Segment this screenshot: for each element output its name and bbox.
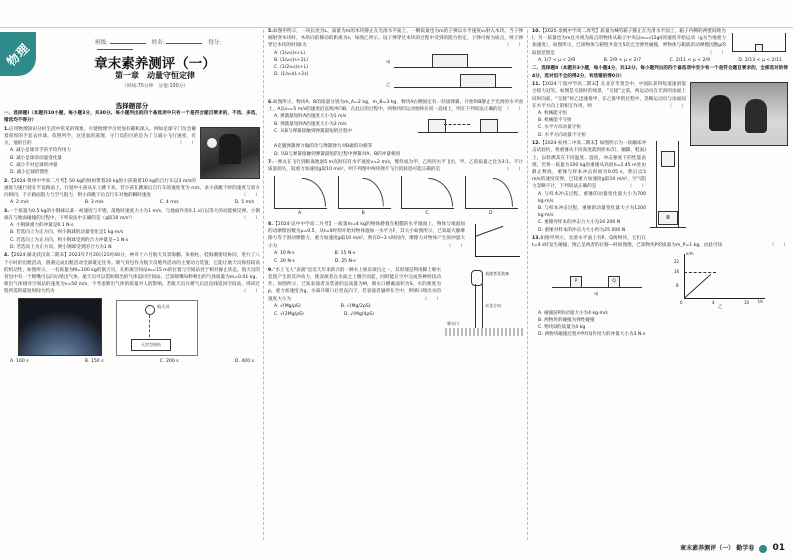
q11-option-a[interactable]: A. 机械能守恒 <box>538 111 567 117</box>
q11-option-c[interactable]: C. 水平方向动量守恒 <box>538 125 581 131</box>
q1-option-a[interactable]: A. 减小足球对手的平均作用力 <box>10 148 72 154</box>
q3-number: 3. <box>4 208 9 214</box>
column-1 <box>4 110 260 546</box>
q7-figure-c <box>399 174 455 220</box>
section2-intro: 二、选择题Ⅱ（本题共3小题，每小题4分，共12分。每小题列出的四个备选项中至少有一个是符合题目要求的，全部选对的得4分，选对但不全的得2分，有选错的得0分） <box>532 66 788 79</box>
q10-option-c[interactable]: C. 2/11 < μ < 2/9 <box>669 57 710 63</box>
q8-graph-axes <box>475 224 520 257</box>
q10-option-d[interactable]: D. 2/13 < μ < 2/11 <box>738 57 782 63</box>
page-number: 01 <box>772 543 785 553</box>
q6-body <box>268 113 523 143</box>
q9-label-mouth: 喷水口 <box>447 320 459 326</box>
earth-photo <box>18 298 102 356</box>
q8-bracket: （ ） <box>446 243 465 249</box>
question-13 <box>532 235 788 338</box>
q9-figure <box>445 268 523 338</box>
column-3 <box>532 28 788 546</box>
page-footer <box>680 543 785 553</box>
q9-water <box>445 328 523 336</box>
q3-option-b[interactable]: B. 若选向上为正方向，则小钢球的动量变化是1 kg·m/s <box>10 230 124 236</box>
q4-bracket: （ ） <box>241 289 260 295</box>
skater-1 <box>709 95 731 131</box>
q2-number: 2. <box>4 178 9 184</box>
q12-option-d[interactable]: D. 重锤对样本的冲击力大小约为25 000 N <box>538 227 626 233</box>
q6-option-b[interactable]: B. 弹簧最短时A的速度大小为2 m/s <box>274 121 347 127</box>
q10-option-b[interactable]: B. 2/9 < μ < 2/7 <box>603 57 642 63</box>
q6-option-a[interactable]: A. 弹簧最短时A的速度大小为1 m/s <box>274 114 347 120</box>
q1-option-c[interactable]: C. 减小手对足球的冲量 <box>10 162 58 168</box>
q1-number: 1. <box>4 126 9 132</box>
q13-line-q <box>684 272 716 273</box>
q3-bracket: （ ） <box>241 216 260 222</box>
q4-option-c[interactable]: C. 200 s <box>159 358 179 364</box>
column-divider-2 <box>527 30 528 540</box>
q10-figure <box>730 29 788 55</box>
q13-number: 13. <box>532 236 541 242</box>
q13-ylabel: x/m <box>686 250 694 256</box>
q9-option-b[interactable]: B. √(Mg/2ρS) <box>340 303 371 309</box>
time-note: （时间:75分钟 分值:100分） <box>121 84 189 89</box>
question-9 <box>268 267 523 326</box>
q7-figure-b <box>336 174 392 220</box>
q12-rail-left <box>656 141 657 227</box>
q12-weight <box>661 151 675 167</box>
q2-option-c[interactable]: C. 4 m/s <box>159 200 179 206</box>
subject-tab-label: 物理 <box>4 40 33 69</box>
q3-option-a[interactable]: A. 小钢球重力的冲量是0.1 N·s <box>10 223 74 229</box>
q13-xlabel: t/s <box>758 298 763 304</box>
q5-body <box>268 50 523 98</box>
q13-xtick-10: 10 <box>744 299 750 305</box>
class-field[interactable] <box>110 43 146 44</box>
distance-line <box>149 315 150 337</box>
column-divider-1 <box>263 30 264 540</box>
question-1 <box>4 126 260 176</box>
q1-option-d[interactable]: D. 减小足球的惯性 <box>10 170 49 176</box>
q2-text: 【2024·黄州中学高二月考】50 kg的妈妈带着20 kg的小孩骑着10 kg的自行车以3 m/s的速度匀速行驶在平直路面上。行驶中小孩从车上跳下来，若小孩在跳离后自行车的速度变为 m/s，求小孩跳下时的速度与原方向相同，不计路面阻力与空气阻力，则小孩跳下后自行车对地的瞬时速度 <box>4 178 260 199</box>
q7-fig-d-label[interactable]: D <box>488 210 493 216</box>
q8-options-row2 <box>274 258 465 265</box>
skater-2 <box>745 99 767 133</box>
q8-option-a[interactable]: A. 10 N·s <box>274 250 295 256</box>
q5-bullet-block-b <box>460 74 496 88</box>
q7-fig-b-label[interactable]: B <box>361 210 365 216</box>
class-label: 班级: <box>95 40 108 46</box>
q13-label-q: Q <box>612 278 616 284</box>
q3-text: 一个质量为0.5 kg的小钢球以某一初速度与平墙，落地时速度大小为1 m/s，与地面作用0.1 s后以等大的动能被反弹。小钢球在与地面碰撞的过程中，下列说法中正确的是（g取10 m/s²） <box>4 208 260 222</box>
q13-axes <box>684 254 765 299</box>
q11-number: 11. <box>532 82 541 88</box>
q5-label-yi: 乙 <box>386 82 391 88</box>
score-field[interactable] <box>97 49 133 50</box>
student-info-line <box>95 38 260 52</box>
q11-photo <box>690 82 788 146</box>
space-station-diagram <box>116 300 198 356</box>
q2-option-a[interactable]: A. 2 m/s <box>10 200 29 206</box>
station-box <box>131 339 171 351</box>
q6-option-d[interactable]: D. 从B与弹簧接触到弹簧最短的过程中弹簧对A、B的冲量相同 <box>274 151 401 157</box>
q9-text: “水上飞人”表演“是近几年来新兴的一种水上娱乐项目之一，其原理是利用脚上喷水装置产生的反冲动力，使表演者在水面之上腾空而起，同时能在空中完成各种特技动作。如图所示，已知表演者及装备的总质量为M，喷水口横截面积为S，水的密度为ρ，重力加速度为g，水离开喷口后竖直向下，若表演者悬停在空中，则喷口喷出水的速度大小为 <box>268 267 441 302</box>
footer-brand: 勤学卷 <box>736 545 755 552</box>
question-10 <box>532 28 788 64</box>
q9-label-pipe: 水龙方向 <box>485 302 501 308</box>
ball-shape <box>207 138 217 148</box>
question-2 <box>4 178 260 207</box>
q13-fig-yi <box>672 250 772 310</box>
q8-graph <box>469 222 523 262</box>
q4-number: 4. <box>4 253 9 259</box>
q8-option-c[interactable]: C. 20 N·s <box>274 259 295 265</box>
q7-bracket: （ ） <box>504 167 523 173</box>
q13-label-p: P <box>574 278 578 284</box>
goalkeeper-figure <box>219 134 241 164</box>
q5-text: 如图甲所示，一块长度为L、质量为m的木块静止在光滑水平面上，一颗质量也为m的子弹以水平速度v₀射入木块。当子弹刚射穿木块时，木块向前移动的距离为s，如图乙所示。设子弹穿过木块的过程中受到的阻力恒定，子弹可视为质点，则子弹穿过木块的时间t为 <box>268 29 523 49</box>
score-label: 得分: <box>208 40 222 46</box>
q12-option-a[interactable]: A. 与样本冲击过程，重锤的动量变化量大小为700 kg·m/s <box>538 191 646 204</box>
chapter-heading <box>50 70 260 81</box>
q1-photo <box>200 127 260 179</box>
q5-option-d[interactable]: D. (1/v₀)(L+2s) <box>274 72 309 78</box>
q5-option-a[interactable]: A. (1/v₀)(s+L) <box>274 50 305 56</box>
q13-ytick-22: 22 <box>674 258 680 264</box>
q9-options-row2 <box>274 311 441 318</box>
q7-fig-a-label[interactable]: A <box>298 210 302 216</box>
question-3 <box>4 208 260 251</box>
q12-floor <box>650 227 686 228</box>
question-4 <box>4 252 260 364</box>
q10-options <box>538 57 782 64</box>
q7-fig-c-label[interactable]: C <box>425 210 429 216</box>
q12-option-c[interactable]: C. 重锤对样本的冲击力大小为24 200 N <box>538 220 621 226</box>
q13-option-a[interactable]: A. 碰撞前P的动量大小为4 kg·m/s <box>538 310 608 316</box>
subject-tab <box>0 32 36 76</box>
q11-bracket: （ ） <box>667 103 686 109</box>
question-7 <box>268 159 523 219</box>
q1-bracket: （ ） <box>177 141 196 147</box>
q7-text: 一弹丸在飞行到距离地面5 m高时仅有水平速度v=2 m/s，爆炸成为甲、乙两块水平飞出，甲、乙的质量之比为3:1。不计质量损失，取重力加速度g取10 m/s²，则下列图中两块弹片飞行的轨迹可能正确的是 <box>268 160 523 173</box>
q9-options-row1 <box>274 303 441 310</box>
q1-option-b[interactable]: B. 减小足球的动量变化量 <box>10 155 63 161</box>
q5-label-jia: 甲 <box>386 60 391 66</box>
q5-options-col <box>268 50 378 79</box>
q12-base-label: Ⅲ <box>666 215 670 222</box>
q13-fig-jia <box>552 270 642 300</box>
q9-number: 9. <box>268 267 273 273</box>
q5-number: 5. <box>268 29 273 34</box>
astronaut-label: 航天员 <box>157 303 170 309</box>
question-11 <box>532 81 788 139</box>
q13-option-d[interactable]: D. 两物块碰撞过程中P对Q作用力的冲量大小为3 N·s <box>538 332 646 338</box>
q9-option-c[interactable]: C. √(2Mg/ρS) <box>274 312 304 318</box>
q13-xtick-0: 0 <box>680 299 683 305</box>
q9-pipe <box>475 284 483 328</box>
q11-option-b[interactable]: B. 机械能不守恒 <box>538 118 572 124</box>
q7-figure-a <box>272 174 328 220</box>
q6-option-c-cont: A克服弹簧弹力做的功与弹簧弹力对B做的功相等 <box>274 144 373 150</box>
q13-text: 如图甲所示，光滑水平面上有P、Q两物块，它们在t=4 s时发生碰撞，图乙是两者的位移—时间图像，已知物块P的质量为m_P=1 kg，由此可知 <box>532 236 723 249</box>
q4-options <box>10 358 254 365</box>
q9-option-d[interactable]: D. √(Mg/4ρS) <box>343 312 374 318</box>
q4-option-d[interactable]: D. 400 s <box>234 358 254 364</box>
q6-option-c[interactable]: C. 从B与弹簧接触到弹簧最短的过程中 <box>274 128 353 134</box>
q8-number: 8. <box>268 222 273 227</box>
q10-option-a[interactable]: A. 1/7 < μ < 2/9 <box>538 57 576 63</box>
q13-figures <box>532 250 788 310</box>
q11-text: 【2024·宁波中学高二期末】在北京冬奥会中，中国队获得短道速滑混合接力冠军。如图是交接时的场景，“交接”之前，两运动员在光滑的冰面上同时向前，“交接”时乙迅速推甲，在乙推甲的过程中，忽略运动员与冰面间在水平方向上的相互作用，则 <box>532 82 686 109</box>
footer-book-title: 章末素养测评（一） <box>680 545 735 552</box>
section-title: 选择题部分 <box>115 102 149 110</box>
q6-bracket: （ ） <box>504 107 523 113</box>
q12-option-b[interactable]: B. 与样本冲击过程，重锤的动量变化量大小为1200 kg·m/s <box>538 206 646 219</box>
q6-block-b <box>480 119 498 133</box>
q5-bullet-block-a <box>432 54 468 68</box>
chapter-name: 动量守恒定律 <box>147 71 195 80</box>
q6-figure <box>418 115 518 135</box>
question-12 <box>532 140 788 234</box>
q10-bracket: （ ） <box>707 50 726 56</box>
q13-bracket: （ ） <box>769 243 788 249</box>
q12-rail-right <box>678 141 679 227</box>
q3-option-c[interactable]: C. 若选向上为正方向，则小钢球受到的合力冲量是−1 N·s <box>10 237 129 243</box>
q13-xtick-4: 4 <box>712 299 715 305</box>
astronaut-icon <box>145 305 155 315</box>
q4-text: 【2024·湖北武汉高二期末】2023年7月20日21时40分，神舟十六号航天员景海鹏、朱杨柱、桂海潮密切协同，进行了八个小时的出舱活动，圆满完成出舱活动全部既定任务。喷气背包作为航天员舱外活动的主要动力装置，它能让航天员保持较高的机动性，如图所示，一名质量为M=100 kg的航天员，在距离空间站x₀=15 m的位置与空间站处于相对静止状态，航天员的背包中有一个喷嘴可以向后喷出气体，航天员可以借助喷出的气体返回空间站。已知喷嘴每秒喷出的气体质量为m=0.01 kg，喷出气体相对空间站的速度为v=50 m/s，不考虑喷出气体的质量对人的影响。若航天员在喷气后沿直线返回空间站，则该过程所需的最短时间大约为 <box>4 253 260 295</box>
q8-options-row1 <box>274 250 465 257</box>
footer-logo-icon <box>759 545 767 553</box>
q13-label-yi: 乙 <box>718 304 723 310</box>
q10-text: 【2025·余姚中学高二周考】质量为M的箱子静止在光滑水平面上，箱子内侧的两壁间距为l，另一质量也为m且可视为质点的物体从箱子中央以v₀=√(2gl)的速度开始运动（g为当地重力加速度），如图所示，已知物体与箱壁共发生5次完全弹性碰撞，则物体与箱底的动摩擦因数μ的取值范围是 <box>532 29 726 56</box>
q12-bracket: （ ） <box>627 184 646 190</box>
q4-option-b[interactable]: B. 150 s <box>84 358 104 364</box>
q6-number: 6. <box>268 100 273 105</box>
q2-options <box>10 199 254 206</box>
q7-figure-d <box>463 174 519 220</box>
q7-number: 7. <box>268 160 273 166</box>
q5-option-b[interactable]: B. (1/v₀)(s+2L) <box>274 57 308 63</box>
q13-label-jia: 甲 <box>594 292 599 298</box>
q9-label-dev: 表演者及装备 <box>485 270 509 276</box>
name-field[interactable] <box>166 43 202 44</box>
q5-figure <box>386 50 516 96</box>
column-2 <box>268 28 523 546</box>
chapter-number: 第一章 <box>115 71 139 80</box>
name-label: 姓名: <box>151 40 165 46</box>
q5-option-c[interactable]: C. (1/2v₀)(s+L) <box>274 65 309 71</box>
q12-base <box>658 211 678 225</box>
q1-text: 应用物理知识分析生活中常见的现象，可使物理学习更加有趣和深入。例如足球守门员会戴着厚厚的手套去扑球，依照所学，这里面的道理，守门员的目的是为了与减小飞行速度，有关，他的目的 <box>4 126 196 147</box>
question-8 <box>268 221 523 265</box>
q6-options-col <box>268 113 408 135</box>
q4-option-a[interactable]: A. 100 s <box>10 358 29 364</box>
q2-option-b[interactable]: B. 3 m/s <box>84 200 104 206</box>
q6-text: 如图所示，物块A、B的质量分别为m_A=2 kg，m_B=3 kg，物块A右侧固定有一轻质弹簧，开始时B静止于光滑的水平面上，A以v₀=5 m/s的速度沿直线冲向B，在此后的过程中，两物块的运动始终在同一直线上，则在下列说法正确的是 <box>268 100 523 113</box>
q5-bracket: （ ） <box>504 43 523 49</box>
question-6 <box>268 99 523 158</box>
q9-option-a[interactable]: A. √(Mg/ρS) <box>274 303 301 309</box>
q13-ytick-8: 8 <box>676 282 679 288</box>
q8-text: 【2024·吴中中学高二月考】一质量m=4 kg的物体静置在粗糙的水平地面上，物体与地面间的动摩擦因数为μ=0.5，从t=0时刻开始对物体施加一水平力F，其大小如图所示，已知最大静摩擦力等于滑动摩擦力，重力加速度g取10 m/s²，则在0~3 s时间内，摩擦力对物体产生的冲量大小为 <box>268 222 465 249</box>
section1-intro: 一、选择题Ⅰ（本题共10小题，每小题3分，共30分。每小题列出的四个备选项中只有一个是符合题目要求的，不选、多选、错选均不得分） <box>4 111 260 124</box>
exam-title: 章末素养测评（一） <box>94 56 216 72</box>
q9-bracket: （ ） <box>422 296 441 302</box>
q5-ground-a <box>394 67 512 68</box>
q5-ground-b <box>394 87 512 88</box>
q6-spring <box>444 124 470 127</box>
question-5 <box>268 28 523 98</box>
q8-option-d[interactable]: D. 25 N·s <box>334 259 356 265</box>
q13-ytick-16: 16 <box>674 268 680 274</box>
q11-option-d[interactable]: D. 水平方向动量不守恒 <box>538 132 586 138</box>
q2-bracket: （ ） <box>241 193 260 199</box>
q7-figures <box>268 174 523 220</box>
q13-option-b[interactable]: B. 两物块的碰撞为弹性碰撞 <box>538 317 595 323</box>
q3-option-d[interactable]: D. 若选向上为正方向，则小钢球受到的合力为1 N <box>10 244 112 250</box>
q10-object <box>755 44 763 52</box>
q12-text: 【2024·杭州二中高二期末】如图所示为一款蹦床冲击试验机，将重锤从不同高度落到样本(钉、蹦脚、鞋面)上，以检测其在不同温度、湿度、冲击强度下的性能表现，若将一质量为100 kg的重锤从高度h=2.45 m处由静止释放，重锤与样本冲击时间为0.05 s，然后以5 m/s的速度反弹，已知重力加速度g取10 m/s²，空气阻力忽略不计，下列说法正确的是 <box>532 141 646 190</box>
station-label: 天宫空间站 <box>141 341 161 347</box>
q4-figure <box>4 296 260 358</box>
q10-number: 10. <box>532 29 541 34</box>
q13-ground <box>552 287 642 288</box>
q13-option-c[interactable]: C. 物块Q的质量为4 kg <box>538 325 586 331</box>
q12-number: 12. <box>532 141 541 147</box>
q8-option-b[interactable]: B. 15 N·s <box>334 250 356 256</box>
q2-option-d[interactable]: D. 5 m/s <box>234 200 254 206</box>
q6-ground <box>418 132 518 133</box>
q12-figure <box>650 141 686 237</box>
